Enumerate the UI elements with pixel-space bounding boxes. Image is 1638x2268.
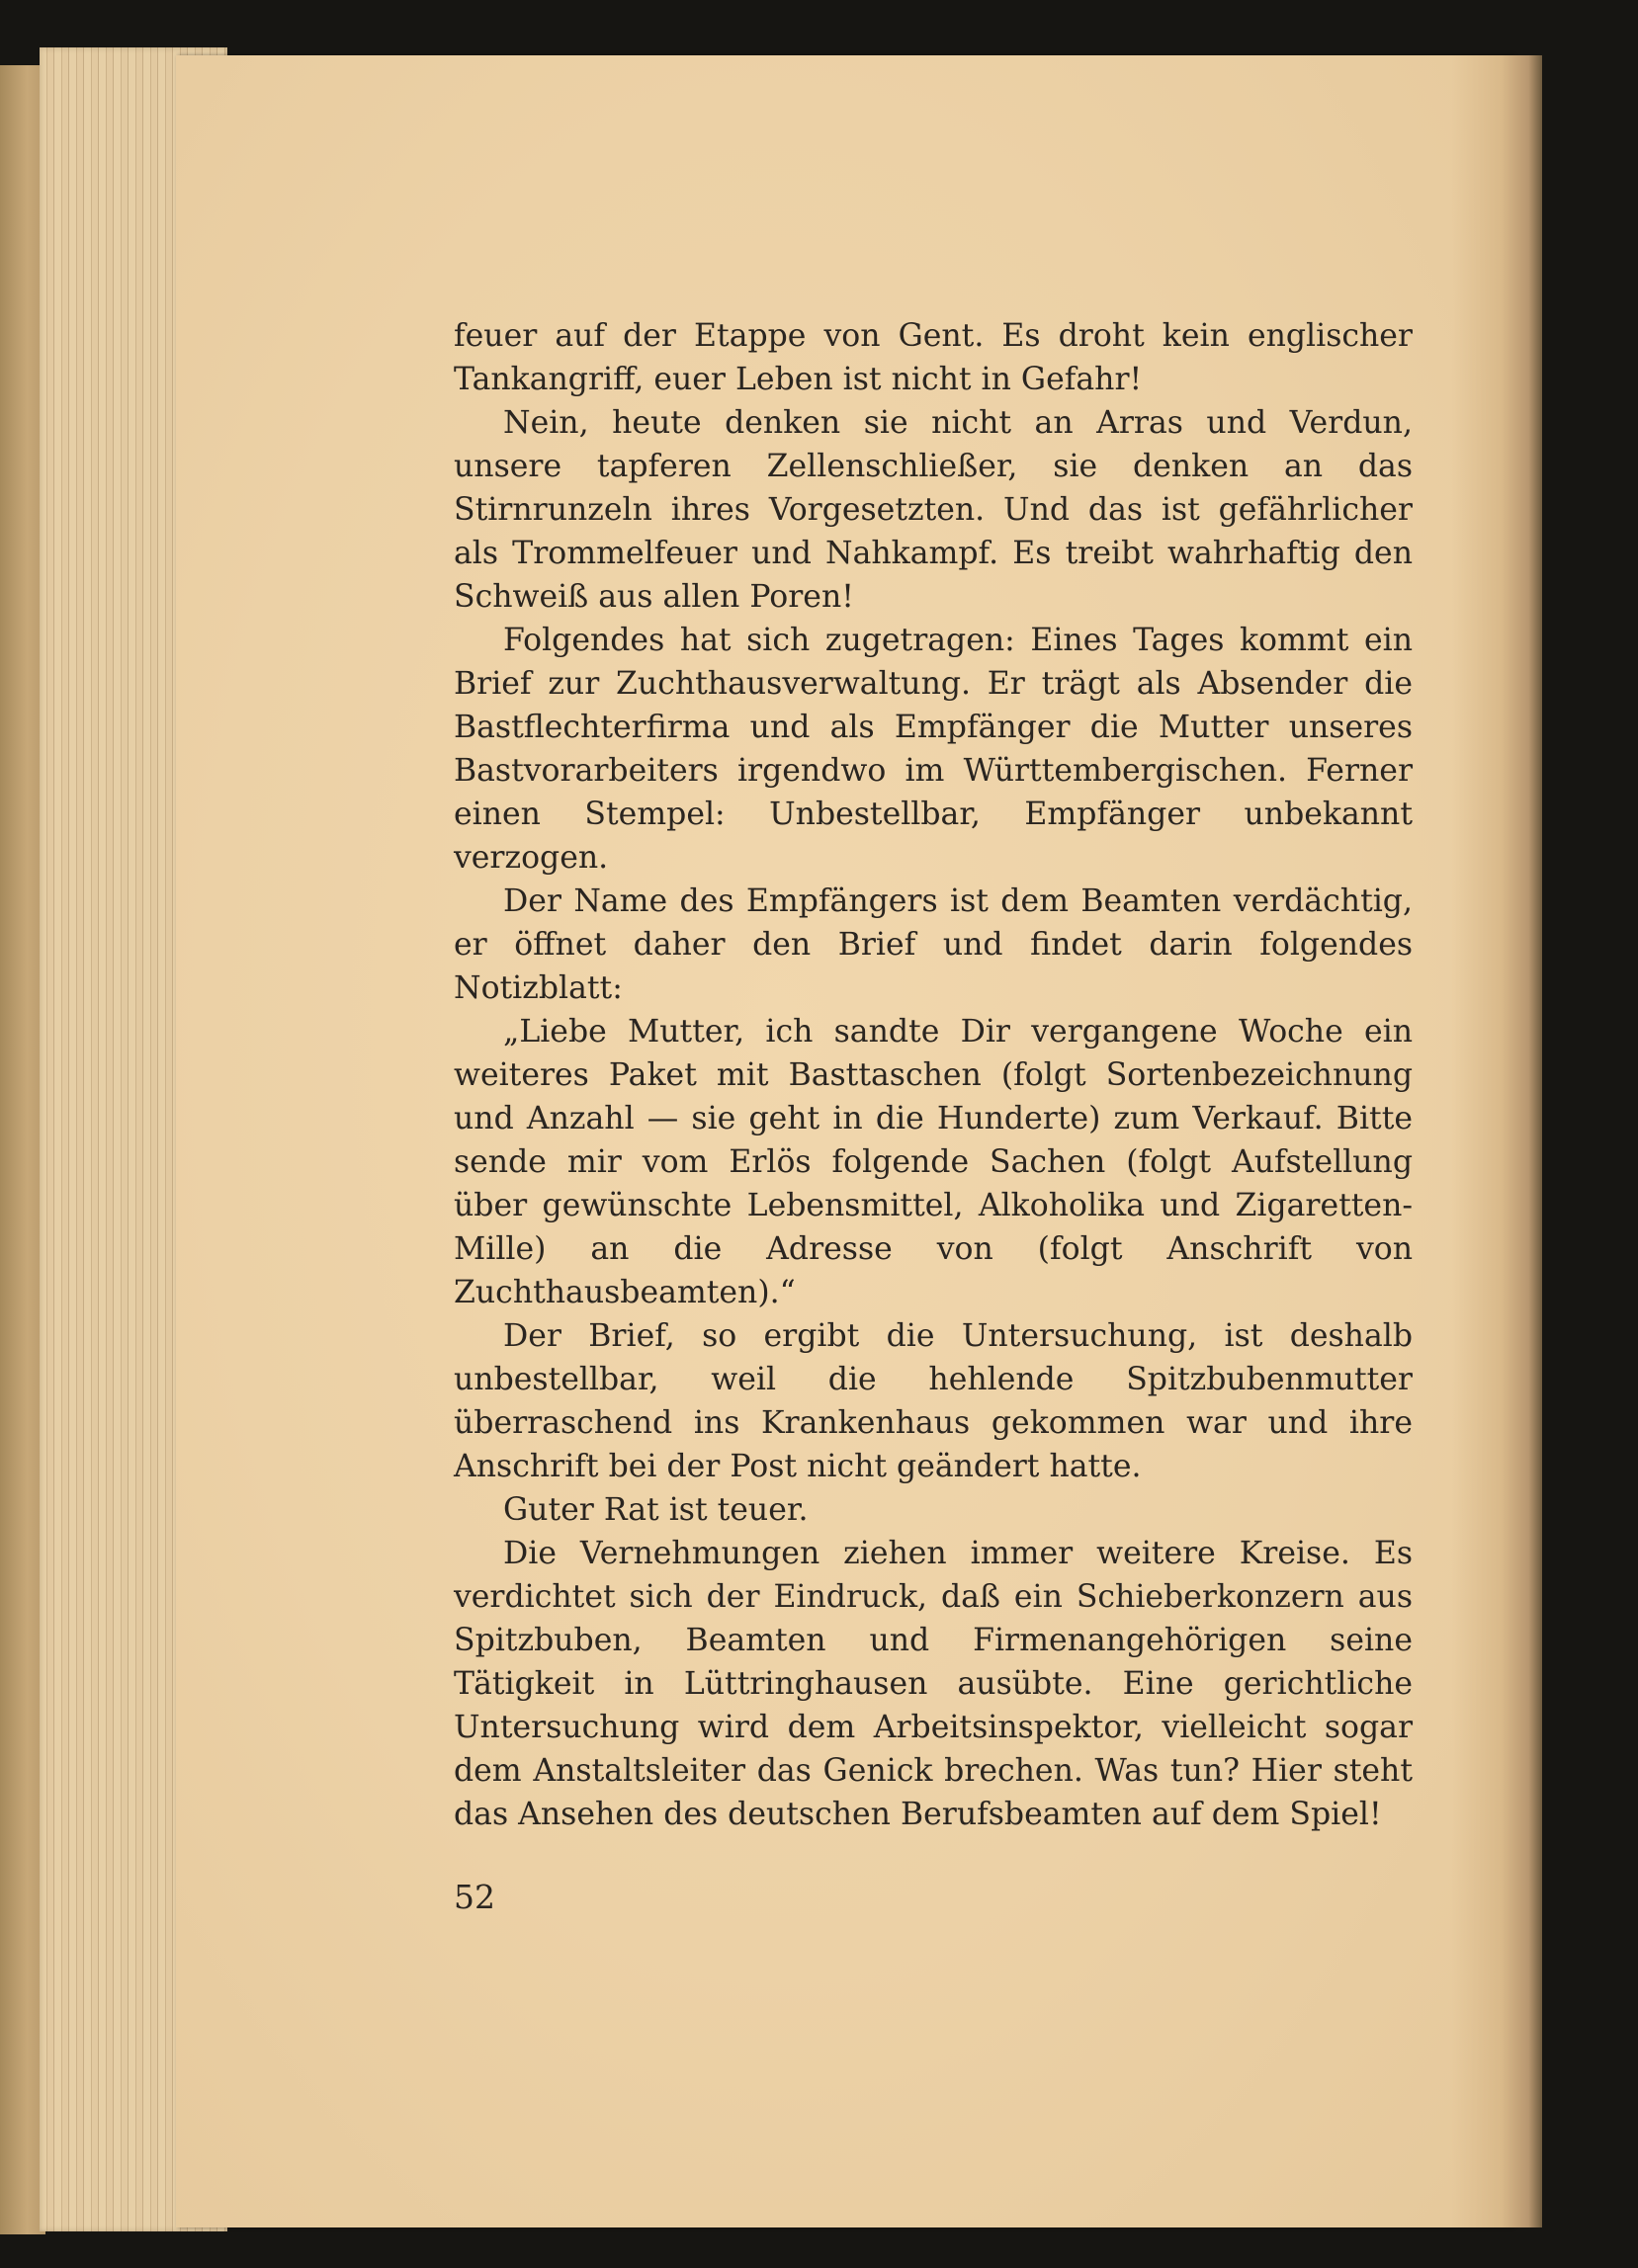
page-number: 52 (454, 1878, 495, 1916)
body-text (454, 314, 1413, 1836)
paragraph: Der Name des Empfängers ist dem Beamten verdächtig, er öffnet daher den Brief und findet darin folgendes Notizblatt: (454, 883, 1413, 1006)
page-gutter-shadow (1451, 55, 1542, 2227)
paragraph: Guter Rat ist teuer. (503, 1492, 809, 1528)
paragraph: feuer auf der Etappe von Gent. Es droht kein englischer Tankangriff, euer Leben ist nicht in Gefahr! (454, 318, 1413, 397)
paragraph: Der Brief, so ergibt die Untersuchung, ist deshalb unbestellbar, weil die hehlende Spitzbubenmutter überraschend ins Krankenhaus gekommen war und ihre Anschrift bei der Post nicht geändert hatte. (454, 1318, 1413, 1484)
paragraph: Die Vernehmungen ziehen immer weitere Kreise. Es verdichtet sich der Eindruck, daß ein Schieberkonzern aus Spitzbuben, Beamten und Firmenangehörigen seine Tätigkeit in Lüttringhausen ausübte. Eine gerichtliche Untersuchung wird dem Arbeitsinspektor, vielleicht sogar dem Anstaltsleiter das Genick brechen. Was tun? Hier steht das Ansehen des deutschen Berufsbeamten auf dem Spiel! (454, 1536, 1413, 1832)
paragraph: Folgendes hat sich zugetragen: Eines Tages kommt ein Brief zur Zuchthausverwaltung. Er trägt als Absender die Bastflechterfirma und als Empfänger die Mutter unseres Bastvorarbeiters irgendwo im Württembergischen. Ferner einen Stempel: Unbestellbar, Empfänger unbekannt verzogen. (454, 623, 1413, 876)
paragraph: Nein, heute denken sie nicht an Arras und Verdun, unsere tapferen Zellenschließer, sie denken an das Stirnrunzeln ihres Vorgesetzten. Und das ist gefährlicher als Trommelfeuer und Nahkampf. Es treibt wahrhaftig den Schweiß aus allen Poren! (454, 405, 1413, 615)
paragraph: „Liebe Mutter, ich sandte Dir vergangene Woche ein weiteres Paket mit Basttaschen (folgt Sortenbezeichnung und Anzahl — sie geht in die Hunderte) zum Verkauf. Bitte sende mir vom Erlös folgende Sachen (folgt Aufstellung über gewünschte Lebensmittel, Alkoholika und Zigaretten-Mille) an die Adresse von (folgt Anschrift von Zuchthausbeamten).“ (454, 1014, 1413, 1310)
